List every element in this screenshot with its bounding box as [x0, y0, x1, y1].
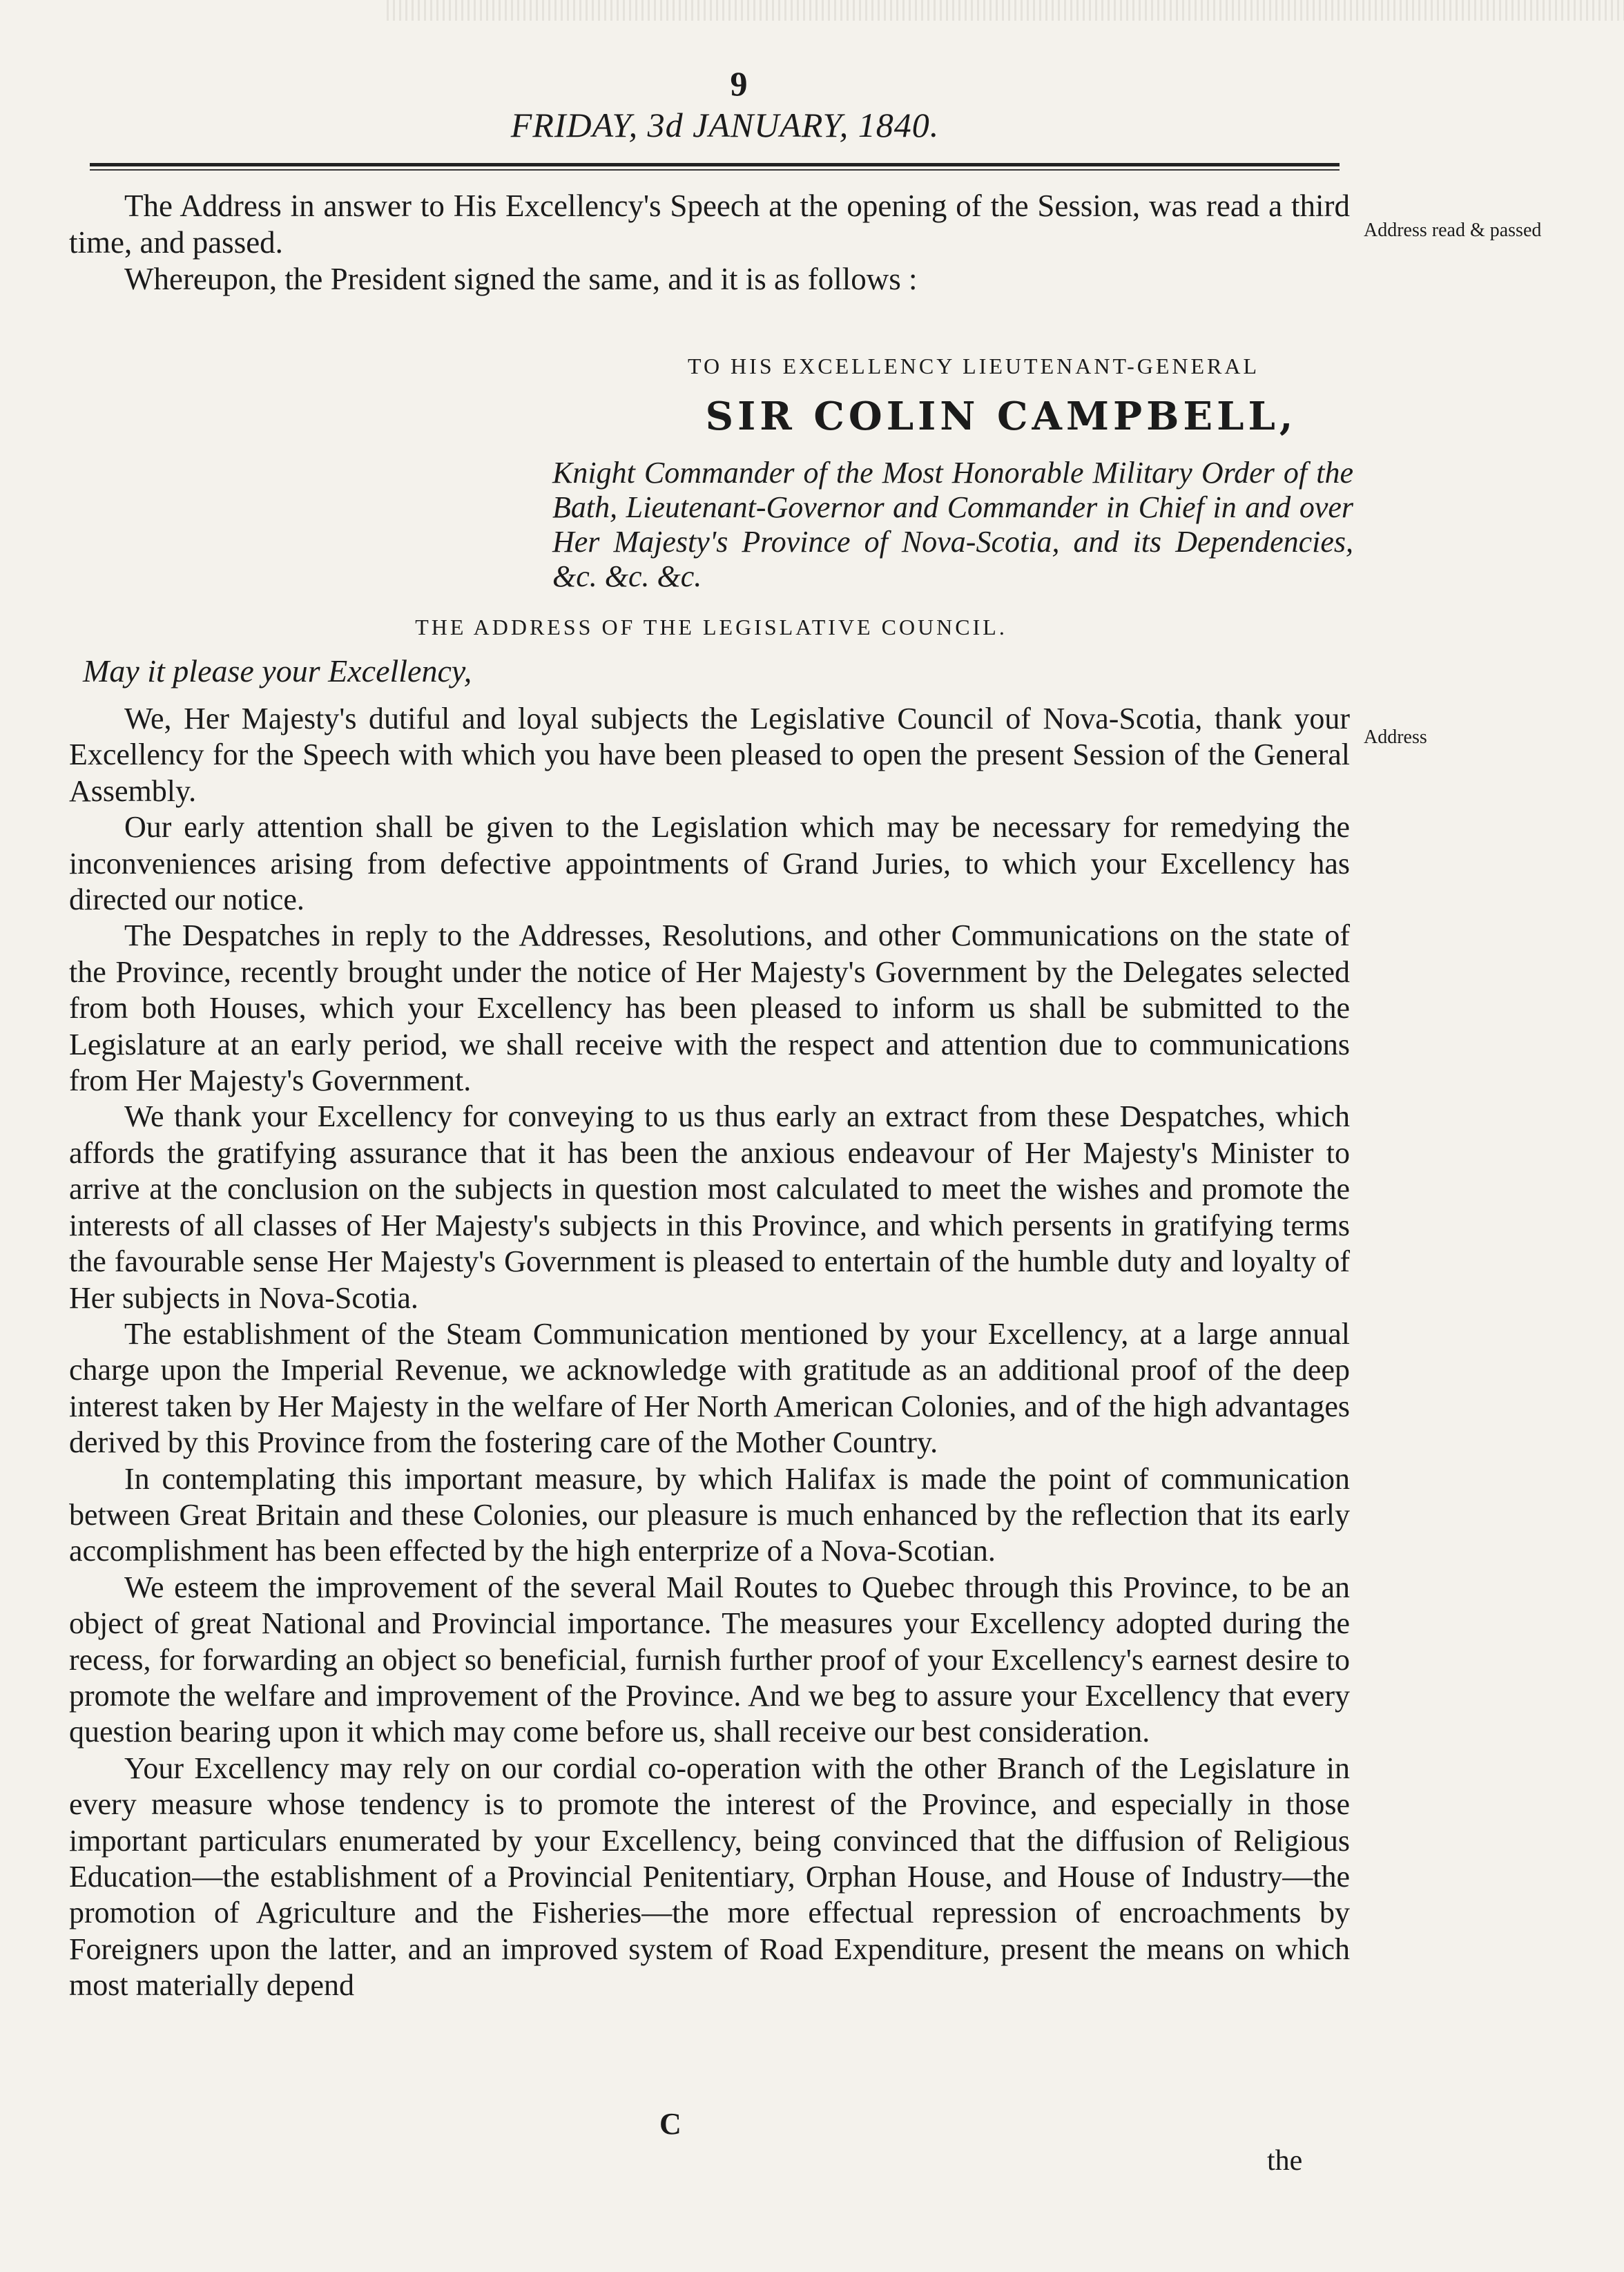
address-paragraph: The Despatches in reply to the Addresses, Resolutions, and other Communications on the state of the Province, recently brought under the notice of Her Majesty's Government by the Delegates selected from both Houses, which your Excellency has been pleased to inform us shall be submitted to the Legislature at an early period, we shall receive with the respect and attention due to communications from Her Majesty's Government. — [69, 918, 1350, 1098]
address-paragraph: In contemplating this important measure, by which Halifax is made the point of communication between Great Britain and these Colonies, our pleasure is much enhanced by the reflection that its early accomplishment has been effected by the high enterprize of a Nova-Scotian. — [69, 1461, 1350, 1568]
margin-note: Address read & passed — [1364, 220, 1542, 241]
scan-noise — [387, 0, 1624, 21]
address-paragraph: Our early attention shall be given to the Legislation which may be necessary for remedying the inconveniences arising from defective appointments of Grand Juries, to which your Excellency has directed our notice. — [69, 810, 1350, 917]
signature-mark: C — [659, 2107, 682, 2141]
address-paragraph: The establishment of the Steam Communication mentioned by your Excellency, at a large annual charge upon the Imperial Revenue, we acknowledge with gratitude as an additional proof of the deep interest taken by Her Majesty in the welfare of Her North American Colonies, and of the high advantages derived by this Province from the fostering care of the Mother Country. — [69, 1316, 1350, 1460]
address-paragraph: We, Her Majesty's dutiful and loyal subjects the Legislative Council of Nova-Scotia, thank your Excellency for the Speech with which you have been pleased to open the present Session of the General Assembly. — [69, 702, 1350, 808]
council-heading: THE ADDRESS OF THE LEGISLATIVE COUNCIL. — [415, 615, 1007, 639]
opening-paragraph: Whereupon, the President signed the same, and it is as follows : — [124, 262, 918, 296]
addressee-name: SIR COLIN CAMPBELL, — [705, 394, 1297, 439]
margin-note: Address — [1364, 726, 1427, 748]
address-paragraph: Your Excellency may rely on our cordial co-operation with the other Branch of the Legislature in every measure whose tendency is to promote the interest of the Province, and especially in those important particulars enumerated by your Excellency, being convinced that the diffusion of Religious Education—the establishment of a Provincial Penitentiary, Orphan House, and House of Industry—the promotion of Agriculture and the Fisheries—the more effectual repression of encroachments by Foreigners upon the latter, and an improved system of Road Expenditure, present the means on which most materially depend — [69, 1751, 1350, 2003]
salutation: May it please your Excellency, — [83, 653, 472, 689]
catchword: the — [1267, 2145, 1303, 2177]
heading-rule-thick — [90, 163, 1340, 166]
opening-paragraph: The Address in answer to His Excellency's Speech at the opening of the Session, was read a third time, and passed. — [69, 189, 1350, 260]
address-paragraph: We thank your Excellency for conveying to us thus early an extract from these Despatches, which affords the gratifying assurance that it has been the anxious endeavour of Her Majesty's Minister to arrive at the conclusion on the subjects in question most calculated to meet the wishes and promote the interests of all classes of Her Majesty's subjects in this Province, and which persents in gratifying terms the favourable sense Her Majesty's Government is pleased to entertain of the humble duty and loyalty of Her subjects in Nova-Scotia. — [69, 1099, 1350, 1315]
date-heading: FRIDAY, 3d JANUARY, 1840. — [510, 106, 940, 144]
heading-rule-thin — [90, 169, 1340, 171]
address-to-line: TO HIS EXCELLENCY LIEUTENANT-GENERAL — [687, 354, 1260, 378]
address-body — [69, 701, 1350, 2004]
opening-text — [69, 188, 1350, 298]
address-paragraph: We esteem the improvement of the several Mail Routes to Quebec through this Province, to be an object of great National and Provincial importance. The measures your Excellency adopted during the recess, for forwarding an object so beneficial, furnish further proof of your Excellency's earnest desire to promote the welfare and improvement of the Province. And we beg to assure your Excellency that every question bearing upon it which may come before us, shall receive our best consideration. — [69, 1570, 1350, 1749]
addressee-titles: Knight Commander of the Most Honorable Military Order of the Bath, Lieutenant-Governor and Commander in Chief in and over Her Majesty's Province of Nova-Scotia, and its Dependencies, &c. &c. &c. — [552, 456, 1353, 593]
page-number: 9 — [730, 64, 748, 103]
